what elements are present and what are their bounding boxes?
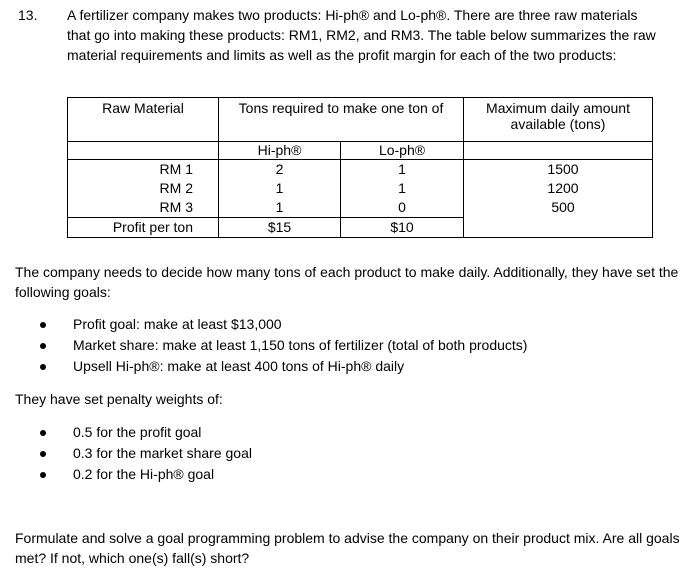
goal-upsell: Upsell Hi-ph®: make at least 400 tons of Hi-ph® daily	[37, 356, 527, 377]
lo-ph-rm3: 0	[398, 199, 406, 215]
weight-profit: 0.5 for the profit goal	[37, 422, 252, 443]
goals-list	[37, 314, 527, 377]
row-label-rm1: RM 1	[159, 161, 193, 177]
hi-ph-rm2: 1	[275, 180, 284, 196]
final-instruction: Formulate and solve a goal programming problem to advise the company on their product mix. Are all goals met? If not, which one(s) fall(s) short?	[15, 530, 680, 566]
max-rm1: 1500	[547, 161, 579, 177]
question-intro	[18, 5, 690, 65]
hi-ph-rm1: 2	[275, 161, 284, 177]
raw-material-table	[67, 97, 653, 238]
profit-lo-ph: $10	[341, 218, 464, 238]
header-raw-material: Raw Material	[68, 98, 219, 142]
weight-market-share: 0.3 for the market share goal	[37, 443, 252, 464]
intro-line-3: material requirements and limits as well as the profit margin for each of the two products:	[67, 47, 617, 63]
task-paragraph: The company needs to decide how many tons of each product to make daily. Additionally, they have set the following goals:	[15, 264, 679, 300]
subheader-hi-ph: Hi-ph®	[219, 142, 341, 160]
weights-intro: They have set penalty weights of:	[15, 391, 223, 407]
goal-market-share: Market share: make at least 1,150 tons of fertilizer (total of both products)	[37, 335, 527, 356]
weight-hi-ph: 0.2 for the Hi-ph® goal	[37, 464, 252, 485]
material-labels	[68, 160, 219, 218]
hi-ph-rm3: 1	[275, 199, 284, 215]
row-label-rm2: RM 2	[159, 180, 193, 196]
header-tons-required	[219, 98, 464, 142]
intro-line-1: A fertilizer company makes two products: Hi-ph® and Lo-ph®. There are three raw materials	[67, 7, 638, 23]
subheader-lo-ph: Lo-ph®	[341, 142, 464, 160]
subheader-blank	[68, 142, 219, 160]
lo-ph-rm1: 1	[398, 161, 406, 177]
subheader-max-blank	[464, 142, 653, 160]
max-rm2: 1200	[547, 180, 579, 196]
profit-hi-ph: $15	[219, 218, 341, 238]
row-label-rm3: RM 3	[159, 199, 193, 215]
intro-line-2: that go into making these products: RM1, RM2, and RM3. The table below summarizes the raw	[67, 27, 656, 43]
hi-ph-values	[219, 160, 341, 218]
profit-label-text: Profit per ton	[112, 219, 193, 235]
weights-list	[37, 422, 252, 485]
goal-profit: Profit goal: make at least $13,000	[37, 314, 527, 335]
lo-ph-rm2: 1	[398, 180, 406, 196]
header-max-daily: Maximum daily amount available (tons)	[464, 98, 653, 142]
header-tons-text: Tons required to make one ton of	[238, 100, 444, 116]
lo-ph-values	[341, 160, 464, 218]
max-values	[464, 160, 653, 238]
profit-label	[68, 218, 219, 238]
max-rm3: 500	[551, 199, 575, 215]
question-number: 13.	[18, 7, 38, 23]
